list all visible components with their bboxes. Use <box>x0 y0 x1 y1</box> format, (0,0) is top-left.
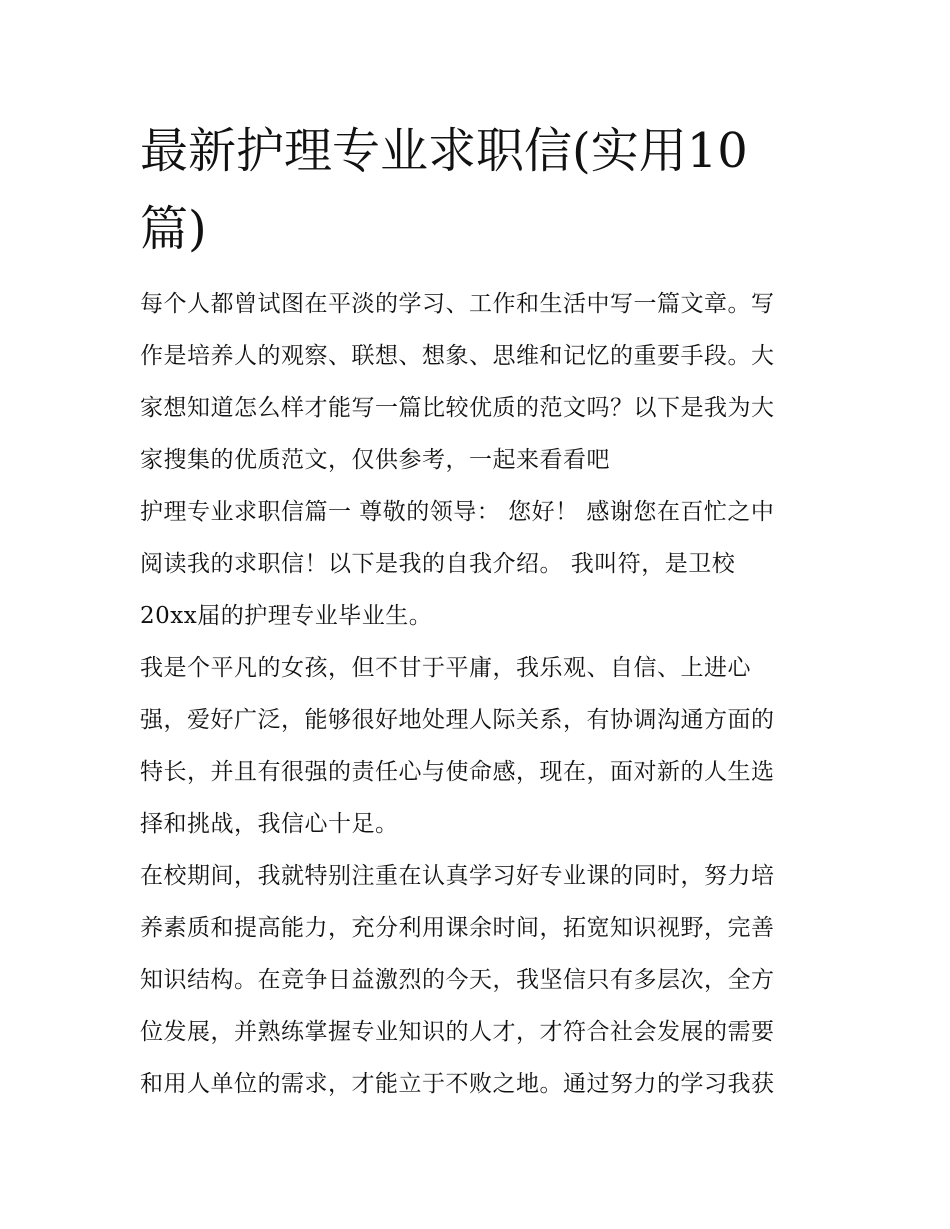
school-period-paragraph: 在校期间，我就特别注重在认真学习好专业课的同时，努力培 养素质和提高能力，充分利用课余时间，拓宽知识视野，完善 知识结构。在竞争日益激烈的今天，我坚信只有多层次，全方 位发展，并熟练掌握专业知识的人才，才符合社会发展的需要 和用人单位的需求，才能立于不败之地。通过努力的学习我获 <box>140 863 775 1097</box>
letter-opening-paragraph: 护理专业求职信篇一 尊敬的领导： 您好！ 感谢您在百忙之中 阅读我的求职信！以下是我的自我介绍。 我叫符，是卫校 20xx届的护理专业毕业生。 <box>140 499 775 629</box>
intro-paragraph: 每个人都曾试图在平淡的学习、工作和生活中写一篇文章。写 作是培养人的观察、联想、想象、思维和记忆的重要手段。大 家想知道怎么样才能写一篇比较优质的范文吗？以下是我为大 家搜集的优质范文，仅供参考，一起来看看吧 <box>140 291 775 473</box>
self-introduction-paragraph: 我是个平凡的女孩，但不甘于平庸，我乐观、自信、上进心 强，爱好广泛，能够很好地处理人际关系，有协调沟通方面的 特长，并且有很强的责任心与使命感，现在，面对新的人生选 择和挑战，我信心十足。 <box>140 655 775 837</box>
document-title: 最新护理专业求职信(实用10 篇) <box>140 123 748 257</box>
document-body <box>140 278 820 1110</box>
